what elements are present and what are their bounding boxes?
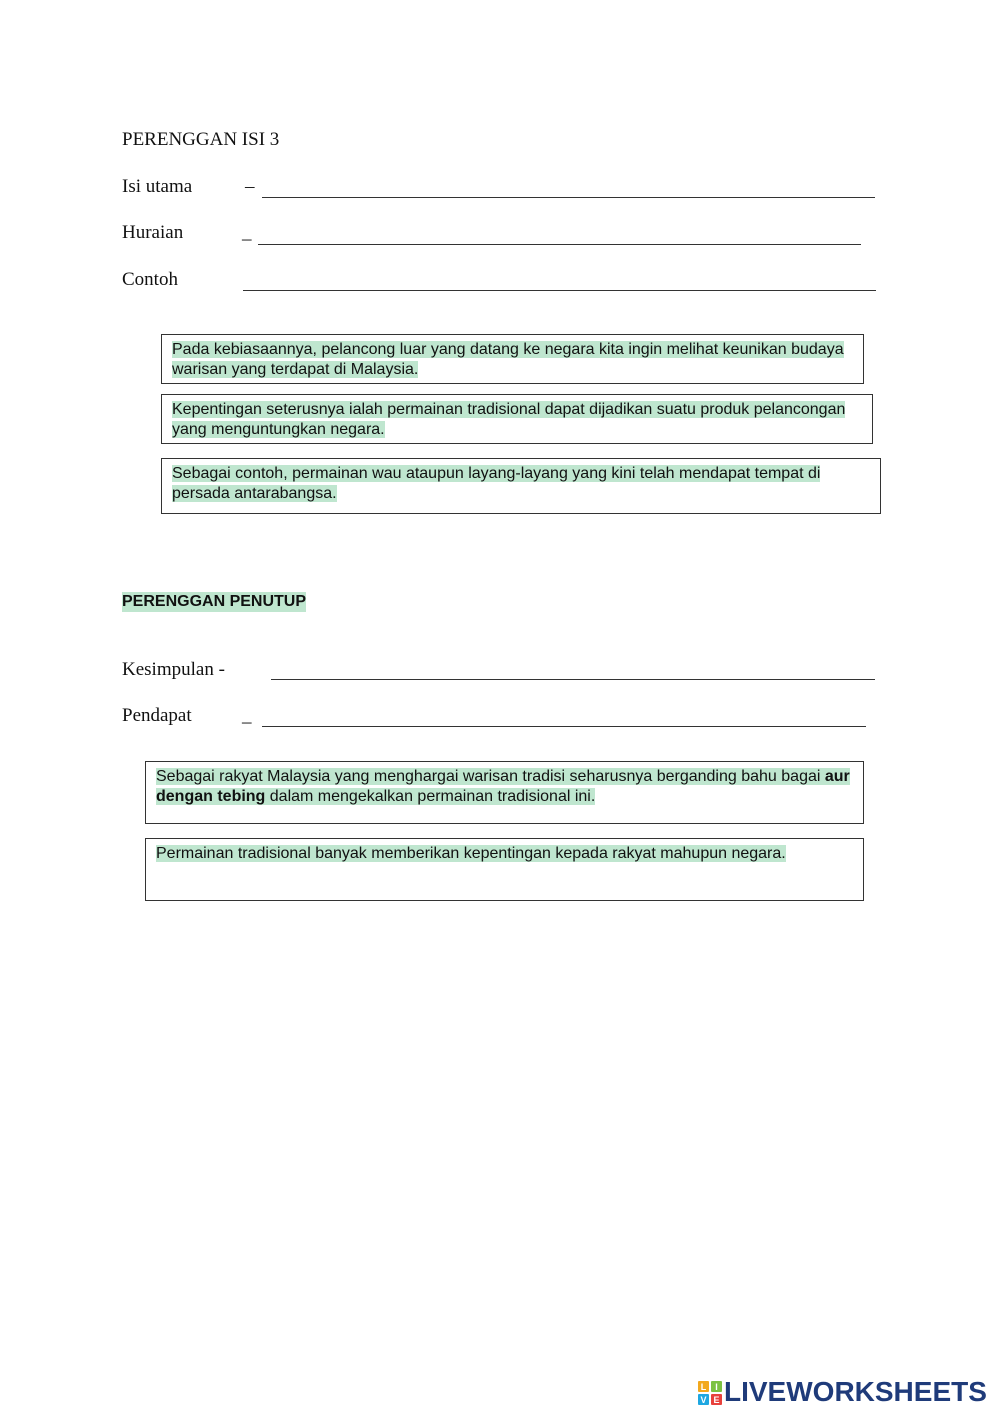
brand-name: LIVEWORKSHEETS	[724, 1376, 987, 1407]
field-label-pendapat: Pendapat	[122, 705, 192, 726]
contoh-drop-line[interactable]	[243, 290, 876, 291]
card-text: Sebagai contoh, permainan wau ataupun layang-layang yang kini telah mendapat tempat di persada antarabangsa.	[172, 465, 821, 502]
field-prefix: _	[242, 705, 252, 726]
answer-card[interactable]	[145, 761, 864, 824]
pendapat-drop-line[interactable]	[262, 726, 866, 727]
liveworksheets-logo-icon	[697, 1380, 723, 1406]
svg-text:I: I	[715, 1382, 718, 1392]
svg-text:V: V	[700, 1395, 707, 1405]
section-title: PERENGGAN ISI 3	[122, 129, 280, 150]
svg-text:L: L	[700, 1382, 707, 1392]
field-label-isi-utama: Isi utama	[122, 176, 193, 197]
card-text: Permainan tradisional banyak memberikan kepentingan kepada rakyat mahupun negara.	[156, 845, 786, 862]
card-text-bold: aur dengan tebing	[156, 768, 850, 805]
answer-card[interactable]	[161, 458, 881, 514]
kesimpulan-drop-line[interactable]	[271, 679, 875, 680]
card-text: Sebagai rakyat Malaysia yang menghargai warisan tradisi seharusnya berganding bahu bagai aur dengan tebing dalam mengekalkan permainan tradisional ini.	[156, 768, 850, 805]
answer-card[interactable]	[145, 838, 864, 901]
field-label-huraian: Huraian	[122, 222, 184, 243]
field-label-kesimpulan: Kesimpulan -	[122, 659, 225, 680]
card-text: Kepentingan seterusnya ialah permainan tradisional dapat dijadikan suatu produk pelancongan yang menguntungkan negara.	[172, 401, 846, 438]
answer-card[interactable]	[161, 394, 873, 444]
card-text: Pada kebiasaannya, pelancong luar yang datang ke negara kita ingin melihat keunikan budaya warisan yang terdapat di Malaysia.	[172, 341, 844, 378]
field-prefix: _	[242, 222, 252, 243]
field-label-contoh: Contoh	[122, 269, 178, 290]
huraian-drop-line[interactable]	[258, 244, 861, 245]
isi-utama-drop-line[interactable]	[262, 197, 875, 198]
field-prefix: –	[245, 176, 255, 197]
section-heading: PERENGGAN PENUTUP	[122, 593, 307, 610]
svg-text:E: E	[713, 1395, 720, 1405]
answer-card[interactable]	[161, 334, 864, 384]
